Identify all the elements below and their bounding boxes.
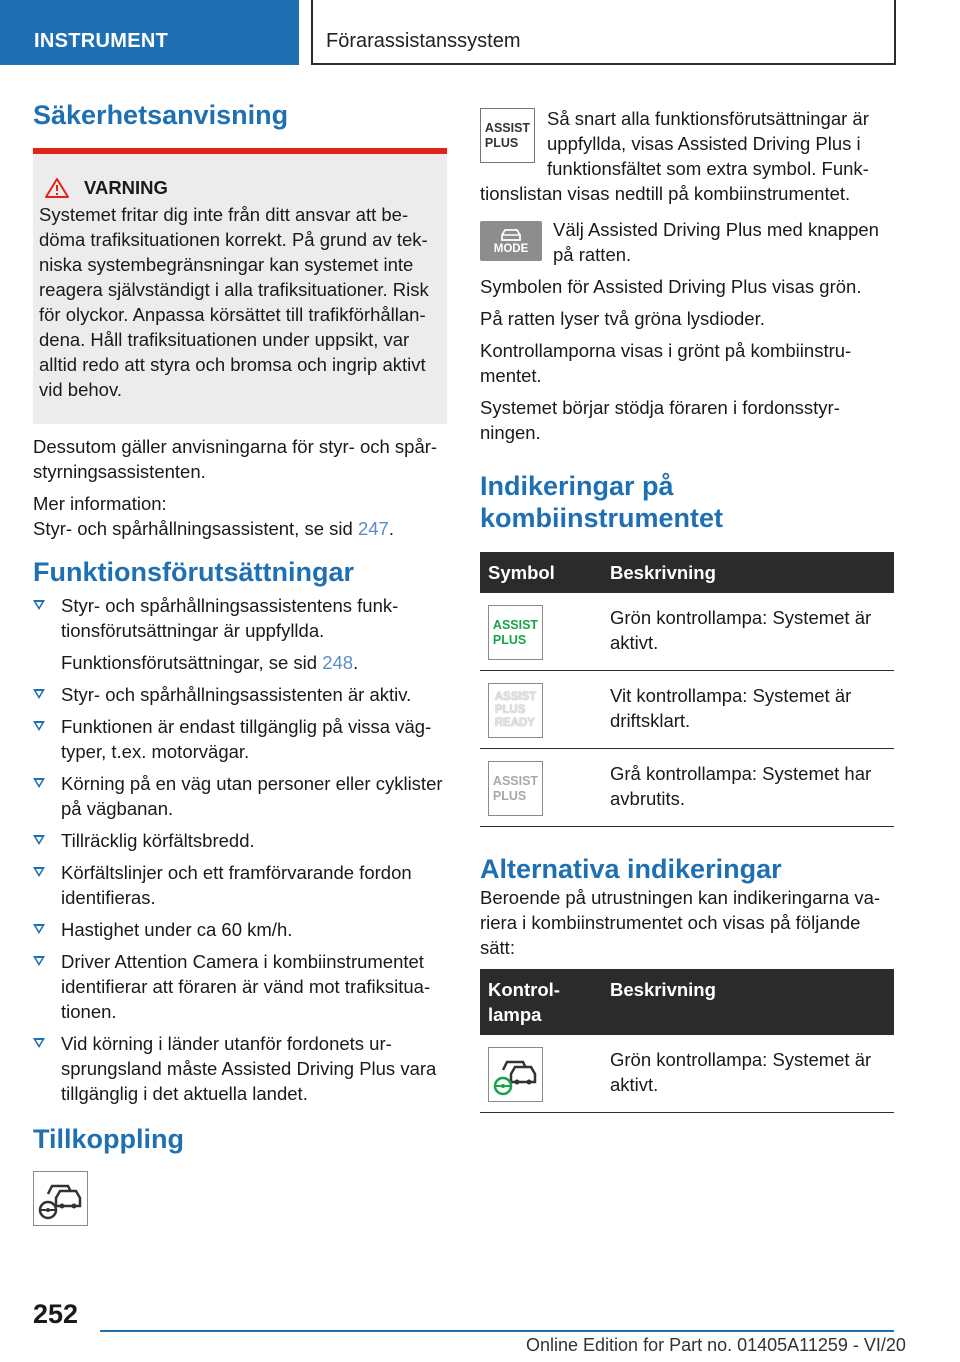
- list-item: Driver Attention Camera i kombiinstrumentet identifierar att föraren är vänd mot trafiksituationen.: [33, 949, 447, 1024]
- list-item: Styr- och spårhållningsassistenten är aktiv.: [33, 682, 447, 707]
- also-text: Dessutom gäller anvisningarna för styr- och spårstyrningsassistenten.: [33, 436, 438, 482]
- assist-intro-text: Så snart alla funktionsförutsättningar är uppfyllda, visas Assisted Driving Plus i funktionsfältet som extra symbol. Funktionslistan visas nedtill på kombiinstrumentet.: [480, 108, 869, 204]
- alt-indicators-heading: Alternativa indikeringar: [480, 854, 782, 884]
- header-section-label: INSTRUMENT: [34, 30, 169, 52]
- page-link-247[interactable]: 247: [357, 518, 389, 539]
- alt-indicators-table: [480, 969, 894, 1113]
- requirements-reference: Funktionsförutsättningar, se sid 248.: [61, 652, 359, 673]
- assist-plus-grey-icon: ASSIST PLUS: [488, 761, 543, 816]
- list-item: Hastighet under ca 60 km/h.: [33, 917, 447, 942]
- page-number: 252: [33, 1299, 79, 1329]
- steering-reference: Styr- och spårhållningsassistent, se sid 247.: [33, 518, 394, 539]
- indicators-heading: Indikeringar på kombiinstrumentet: [480, 471, 724, 533]
- system-support-text: Systemet börjar stödja föraren i fordonsstyrningen.: [480, 397, 840, 443]
- list-item: Styr- och spårhållningsassistentens funktionsförutsättningar är uppfyllda.: [33, 593, 447, 643]
- triangle-bullet-icon: [33, 721, 45, 731]
- header-chapter-tab: [311, 0, 896, 65]
- list-item: Körfältslinjer och ett framförvarande fordon identifieras.: [33, 860, 447, 910]
- activation-heading: Tillkoppling: [33, 1124, 184, 1154]
- right-column: [480, 106, 894, 1113]
- list-item: Vid körning i länder utanför fordonets ursprungsland måste Assisted Driving Plus vara tillgänglig i det aktuella landet.: [33, 1031, 447, 1106]
- col-lamp-header: Kontrollampa: [480, 969, 602, 1035]
- triangle-bullet-icon: [33, 689, 45, 699]
- col-description-header: Beskrivning: [602, 969, 894, 1035]
- left-column: [33, 100, 447, 1226]
- triangle-bullet-icon: [33, 956, 45, 966]
- car-icon: [498, 227, 524, 243]
- triangle-bullet-icon: [33, 778, 45, 788]
- footer-rule: [100, 1330, 894, 1332]
- page-link-248[interactable]: 248: [322, 652, 354, 673]
- table-row: ASSIST PLUS READY Vit kontrollampa: Systemet är driftsklart.: [480, 671, 894, 749]
- table-row: Grön kontrollampa: Systemet är aktivt.: [480, 1035, 894, 1113]
- triangle-bullet-icon: [33, 835, 45, 845]
- col-description-header: Beskrivning: [602, 552, 894, 593]
- table-row: ASSIST PLUS Grön kontrollampa: Systemet är aktivt.: [480, 593, 894, 671]
- warning-label: VARNING: [84, 177, 168, 198]
- lamps-green-text: Kontrollamporna visas i grönt på kombiinstrumentet.: [480, 340, 852, 386]
- list-item: Funktionen är endast tillgänglig på vissa vägtyper, t.ex. motorvägar.: [33, 714, 447, 764]
- mode-intro: [480, 217, 894, 267]
- assist-plus-ready-icon: ASSIST PLUS READY: [488, 683, 543, 738]
- edition-text: Online Edition for Part no. 01405A11259 - VI/20: [526, 1335, 906, 1355]
- header-section-tab: [0, 0, 299, 65]
- requirements-heading: Funktionsförutsättningar: [33, 557, 354, 587]
- assist-car-steering-icon: [488, 1047, 543, 1102]
- header-chapter-label: Förarassistanssystem: [326, 30, 521, 52]
- assist-plus-green-icon: ASSIST PLUS: [488, 605, 543, 660]
- alt-indicators-text: Beroende på utrustningen kan indikeringarna variera i kombiinstrumentet och visas på följande sätt:: [480, 887, 881, 958]
- more-info-label: Mer information:: [33, 493, 167, 514]
- warning-box: [33, 154, 447, 424]
- list-item: Tillräcklig körfältsbredd.: [33, 828, 447, 853]
- table-row: ASSIST PLUS Grå kontrollampa: Systemet har avbrutits.: [480, 749, 894, 827]
- warning-text: Systemet fritar dig inte från ditt ansvar att bedöma trafiksituationen korrekt. På grund av tekniska systembegränsningar kan systemet inte reagera självständigt i alla trafiksituationer. Risk för olyckor. Anpassa körsättet till trafikförhållandena. Håll trafiksituationen under uppsikt, var alltid redo att styra och bromsa och ingrip aktivt vid behov.: [39, 204, 429, 400]
- symbol-green-text: Symbolen för Assisted Driving Plus visas grön.: [480, 276, 862, 297]
- indicators-table: [480, 552, 894, 827]
- col-symbol-header: Symbol: [480, 552, 602, 593]
- assist-car-steering-icon: [33, 1171, 88, 1226]
- wheel-led-text: På ratten lyser två gröna lysdioder.: [480, 308, 765, 329]
- triangle-bullet-icon: [33, 1038, 45, 1048]
- assist-intro: [480, 106, 894, 206]
- safety-heading: Säkerhetsanvisning: [33, 100, 289, 130]
- triangle-bullet-icon: [33, 924, 45, 934]
- requirements-list: [33, 593, 447, 643]
- mode-text: Välj Assisted Driving Plus med knappen på ratten.: [553, 219, 879, 265]
- warning-triangle-icon: [44, 177, 70, 199]
- list-item: Körning på en väg utan personer eller cyklister på vägbanan.: [33, 771, 447, 821]
- mode-button-icon: MODE: [480, 221, 542, 261]
- triangle-bullet-icon: [33, 600, 45, 610]
- triangle-bullet-icon: [33, 867, 45, 877]
- requirements-list-cont: [33, 682, 447, 1106]
- assist-plus-symbol-icon: ASSIST PLUS: [480, 108, 535, 163]
